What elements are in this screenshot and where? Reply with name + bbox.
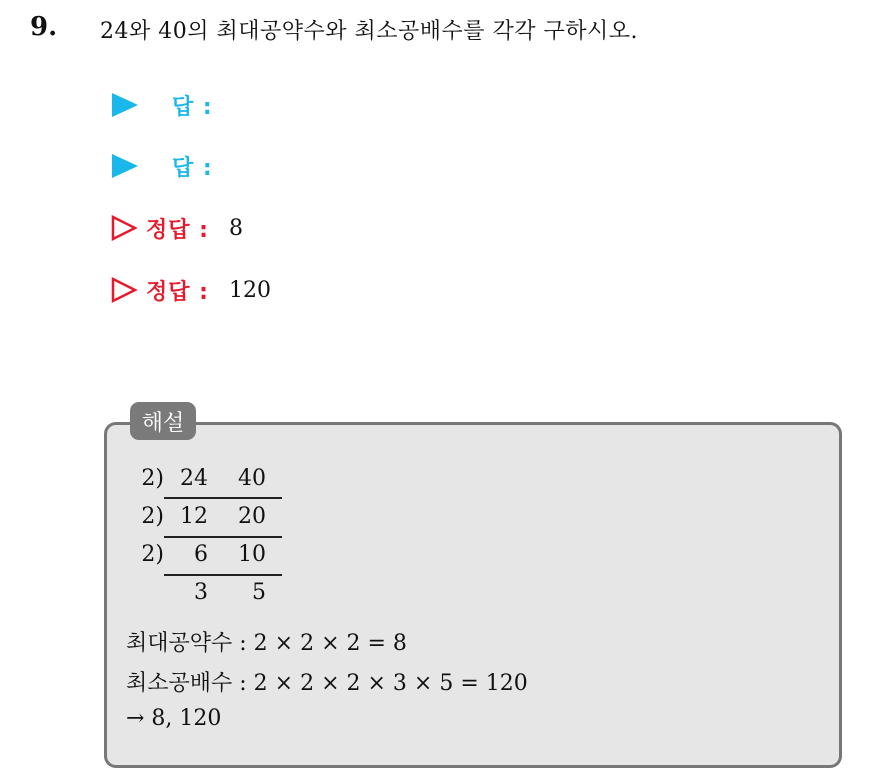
dividend-b: 40 <box>238 466 266 491</box>
outline-triangle-icon <box>110 214 138 242</box>
dividend-a: 12 <box>180 504 208 529</box>
gcd-expression: : 2 × 2 × 2 = 8 <box>239 631 407 656</box>
division-line <box>164 497 282 499</box>
division-line <box>164 574 282 576</box>
correct-answer-value: 8 <box>228 215 243 241</box>
lcm-line <box>126 666 528 697</box>
play-arrow-icon <box>112 93 138 117</box>
question-number: 9. <box>30 12 58 42</box>
lcm-expression: : 2 × 2 × 2 × 3 × 5 = 120 <box>239 671 528 696</box>
play-arrow-icon <box>112 154 138 178</box>
answer-blank-2 <box>112 148 213 184</box>
gcd-line <box>126 626 407 657</box>
division-line <box>164 536 282 538</box>
explanation-tag: 해설 <box>130 402 196 440</box>
dividend-b: 20 <box>238 504 266 529</box>
correct-answer-label: 정답 : <box>146 217 209 243</box>
lcm-label: 최소공배수 <box>126 671 233 696</box>
correct-answer-label: 정답 : <box>146 279 209 305</box>
correct-answer-1 <box>110 210 243 246</box>
correct-answer-2 <box>110 272 271 308</box>
quotient-b: 5 <box>252 580 266 605</box>
divisor: 2) <box>141 542 164 567</box>
answer-blank-1 <box>112 87 213 123</box>
dividend-a: 24 <box>180 466 208 491</box>
outline-triangle-icon <box>110 276 138 304</box>
dividend-b: 10 <box>238 542 266 567</box>
divisor: 2) <box>141 504 164 529</box>
divisor: 2) <box>141 466 164 491</box>
question-text: 24와 40의 최대공약수와 최소공배수를 각각 구하시오. <box>100 19 638 44</box>
answer-label: 답 : <box>172 155 213 181</box>
gcd-label: 최대공약수 <box>126 631 233 656</box>
dividend-a: 6 <box>194 542 208 567</box>
quotient-a: 3 <box>194 580 208 605</box>
conclusion-line: → 8, 120 <box>126 706 222 731</box>
correct-answer-value: 120 <box>228 277 271 303</box>
answer-label: 답 : <box>172 94 213 120</box>
